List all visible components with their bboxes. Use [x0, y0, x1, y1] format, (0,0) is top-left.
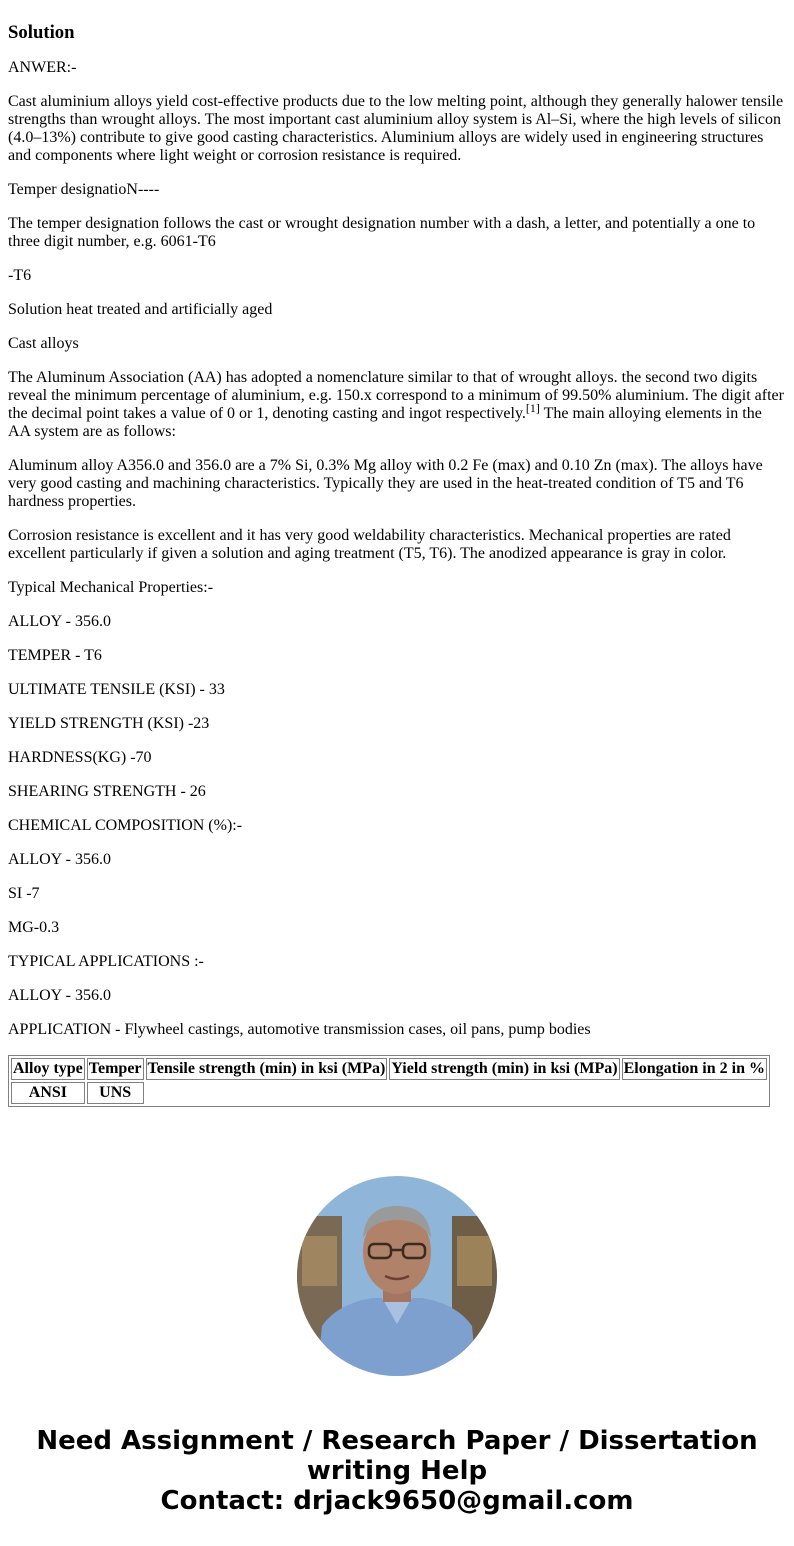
- composition-mg: MG-0.3: [8, 919, 60, 936]
- intro-paragraph: Cast aluminium alloys yield cost-effective products due to the low melting point, although they generally halower tensile strengths than wrought alloys. The most important cast aluminium alloy system is Al–Si, where the high levels of silicon (4.0–13%) contribute to give good casting characteristics. Aluminium alloys are widely used in engineering structures and components where light weight or corrosion resistance is required.: [8, 93, 784, 164]
- typical-applications-heading: TYPICAL APPLICATIONS :-: [8, 953, 204, 970]
- aa-paragraph-text: The Aluminum Association (AA) has adopted a nomenclature similar to that of wrought alloys. the second two digits reveal the minimum percentage of aluminium, e.g. 150.x correspond to a minimum of 99.50% aluminium. The digit after the decimal point takes a value of 0 or 1, denoting casting and ingot respectively.: [8, 369, 784, 422]
- table-header-cell: Alloy type: [11, 1058, 85, 1080]
- application-alloy: ALLOY - 356.0: [8, 987, 111, 1004]
- table-header-cell: Tensile strength (min) in ksi (MPa): [146, 1058, 388, 1080]
- property-yield-strength: YIELD STRENGTH (KSI) -23: [8, 715, 210, 732]
- table-header-cell: Temper: [87, 1058, 144, 1080]
- citation-link[interactable]: [1]: [525, 401, 540, 415]
- answer-label: ANWER:-: [8, 59, 77, 76]
- document-body: [0, 23, 794, 1107]
- author-photo: [297, 1176, 497, 1376]
- contact-email[interactable]: Contact: drjack9650@gmail.com: [160, 1486, 634, 1516]
- table-header-cell: Yield strength (min) in ksi (MPa): [389, 1058, 619, 1080]
- property-shearing-strength: SHEARING STRENGTH - 26: [8, 783, 206, 800]
- composition-si: SI -7: [8, 885, 40, 902]
- alloy-description-paragraph: Aluminum alloy A356.0 and 356.0 are a 7% Si, 0.3% Mg alloy with 0.2 Fe (max) and 0.10 Zn (max). The alloys have very good casting and machining characteristics. Typically they are used in the heat-treated condition of T5 and T6 hardness properties.: [8, 457, 763, 510]
- table-header-cell: Elongation in 2 in %: [622, 1058, 767, 1080]
- table-header-row: [11, 1058, 767, 1080]
- property-hardness: HARDNESS(KG) -70: [8, 749, 152, 766]
- temper-designation-heading: Temper designatioN----: [8, 181, 160, 198]
- chemical-composition-heading: CHEMICAL COMPOSITION (%):-: [8, 817, 243, 834]
- promo-footer: [0, 1426, 794, 1516]
- table-subheader-row: [11, 1082, 767, 1104]
- page-title: Solution: [8, 22, 75, 43]
- aa-paragraph-text-end: The main alloying elements in the AA system are as follows:: [8, 405, 762, 440]
- property-alloy: ALLOY - 356.0: [8, 613, 111, 630]
- cast-alloys-heading: Cast alloys: [8, 335, 79, 352]
- mechanical-properties-heading: Typical Mechanical Properties:-: [8, 579, 214, 596]
- aa-paragraph: [8, 369, 786, 441]
- property-ultimate-tensile: ULTIMATE TENSILE (KSI) - 33: [8, 681, 225, 698]
- composition-alloy: ALLOY - 356.0: [8, 851, 111, 868]
- promo-line: Need Assignment / Research Paper / Dissertation: [36, 1426, 758, 1456]
- promo-line: writing Help: [306, 1456, 488, 1486]
- temper-designation-paragraph: The temper designation follows the cast or wrought designation number with a dash, a letter, and potentially a one to three digit number, e.g. 6061-T6: [8, 215, 756, 250]
- application-list: APPLICATION - Flywheel castings, automotive transmission cases, oil pans, pump bodies: [8, 1021, 591, 1038]
- table-subheader-cell: ANSI: [11, 1082, 85, 1104]
- table-subheader-cell: UNS: [87, 1082, 144, 1104]
- author-avatar: [297, 1176, 497, 1376]
- property-temper: TEMPER - T6: [8, 647, 102, 664]
- corrosion-paragraph: Corrosion resistance is excellent and it has very good weldability characteristics. Mechanical properties are rated excellent particularly if given a solution and aging treatment (T5, T6). The anodized appearance is gray in color.: [8, 527, 731, 562]
- temper-description: Solution heat treated and artificially aged: [8, 301, 273, 318]
- alloy-properties-table: [8, 1055, 770, 1107]
- temper-code: -T6: [8, 267, 32, 284]
